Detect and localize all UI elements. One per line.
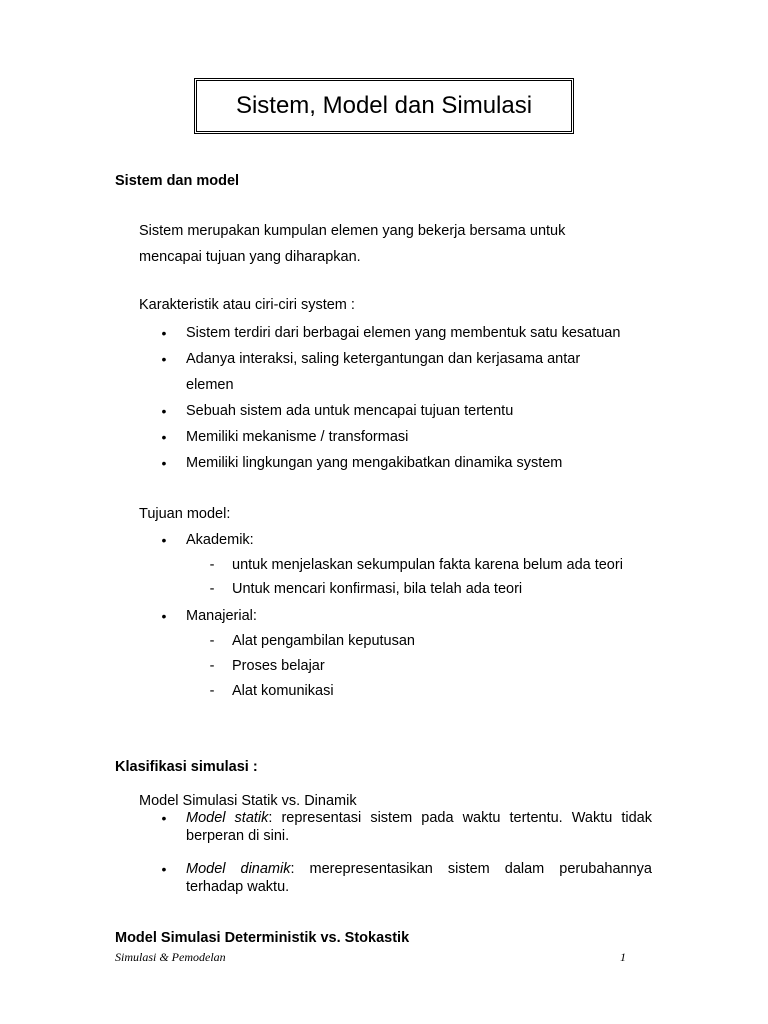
characteristic-item: Sebuah sistem ada untuk mencapai tujuan tertentu: [186, 403, 514, 419]
dynamic-model-desc: : merepresentasikan sistem dalam perubahannya: [290, 861, 652, 877]
bullet-marker: •: [161, 455, 167, 471]
section-heading-sistem-model: Sistem dan model: [115, 173, 240, 189]
intro-line-2: mencapai tujuan yang diharapkan.: [139, 249, 361, 265]
static-dynamic-label: Model Simulasi Statik vs. Dinamik: [139, 793, 357, 809]
dash-marker: -: [209, 658, 215, 674]
characteristic-item: Sistem terdiri dari berbagai elemen yang membentuk satu kesatuan: [186, 325, 621, 341]
bullet-marker: •: [161, 351, 167, 367]
dynamic-model-term: Model dinamik: [186, 861, 291, 877]
intro-line-1: Sistem merupakan kumpulan elemen yang bekerja bersama untuk: [139, 223, 566, 239]
characteristic-item: Memiliki lingkungan yang mengakibatkan dinamika system: [186, 455, 563, 471]
bullet-marker: •: [161, 861, 167, 877]
section-heading-klasifikasi: Klasifikasi simulasi :: [115, 759, 258, 775]
managerial-item: Alat pengambilan keputusan: [232, 633, 415, 649]
title-box: [194, 78, 574, 134]
static-model-term: Model statik: [186, 810, 269, 826]
bullet-marker: •: [161, 608, 167, 624]
characteristic-item-continuation: elemen: [186, 377, 234, 393]
characteristic-item: Adanya interaksi, saling ketergantungan dan kerjasama antar: [186, 351, 581, 367]
dash-marker: -: [209, 683, 215, 699]
bullet-marker: •: [161, 403, 167, 419]
dash-marker: -: [209, 633, 215, 649]
footer-left: Simulasi & Pemodelan: [115, 950, 226, 964]
managerial-item: Alat komunikasi: [232, 683, 334, 699]
dash-marker: -: [209, 557, 215, 573]
static-model-line-2: berperan di sini.: [186, 828, 290, 844]
page-title: Sistem, Model dan Simulasi: [235, 92, 533, 119]
characteristic-item: Memiliki mekanisme / transformasi: [186, 429, 409, 445]
static-model-line-1: [186, 810, 652, 826]
section-heading-deterministik: Model Simulasi Deterministik vs. Stokastik: [115, 930, 410, 946]
static-model-desc: : representasi sistem pada waktu tertentu. Waktu tidak: [268, 810, 652, 826]
dash-marker: -: [209, 581, 215, 597]
goals-label: Tujuan model:: [139, 506, 231, 522]
bullet-marker: •: [161, 325, 167, 341]
bullet-marker: •: [161, 429, 167, 445]
academic-label: Akademik:: [186, 532, 254, 548]
bullet-marker: •: [161, 532, 167, 548]
managerial-label: Manajerial:: [186, 608, 257, 624]
dynamic-model-line-1: [186, 861, 652, 877]
bullet-marker: •: [161, 810, 167, 826]
academic-item: untuk menjelaskan sekumpulan fakta karena belum ada teori: [232, 557, 623, 573]
managerial-item: Proses belajar: [232, 658, 325, 674]
dynamic-model-line-2: terhadap waktu.: [186, 879, 290, 895]
footer-page-number: 1: [620, 950, 626, 964]
characteristics-label: Karakteristik atau ciri-ciri system :: [139, 297, 355, 313]
academic-item: Untuk mencari konfirmasi, bila telah ada teori: [232, 581, 523, 597]
